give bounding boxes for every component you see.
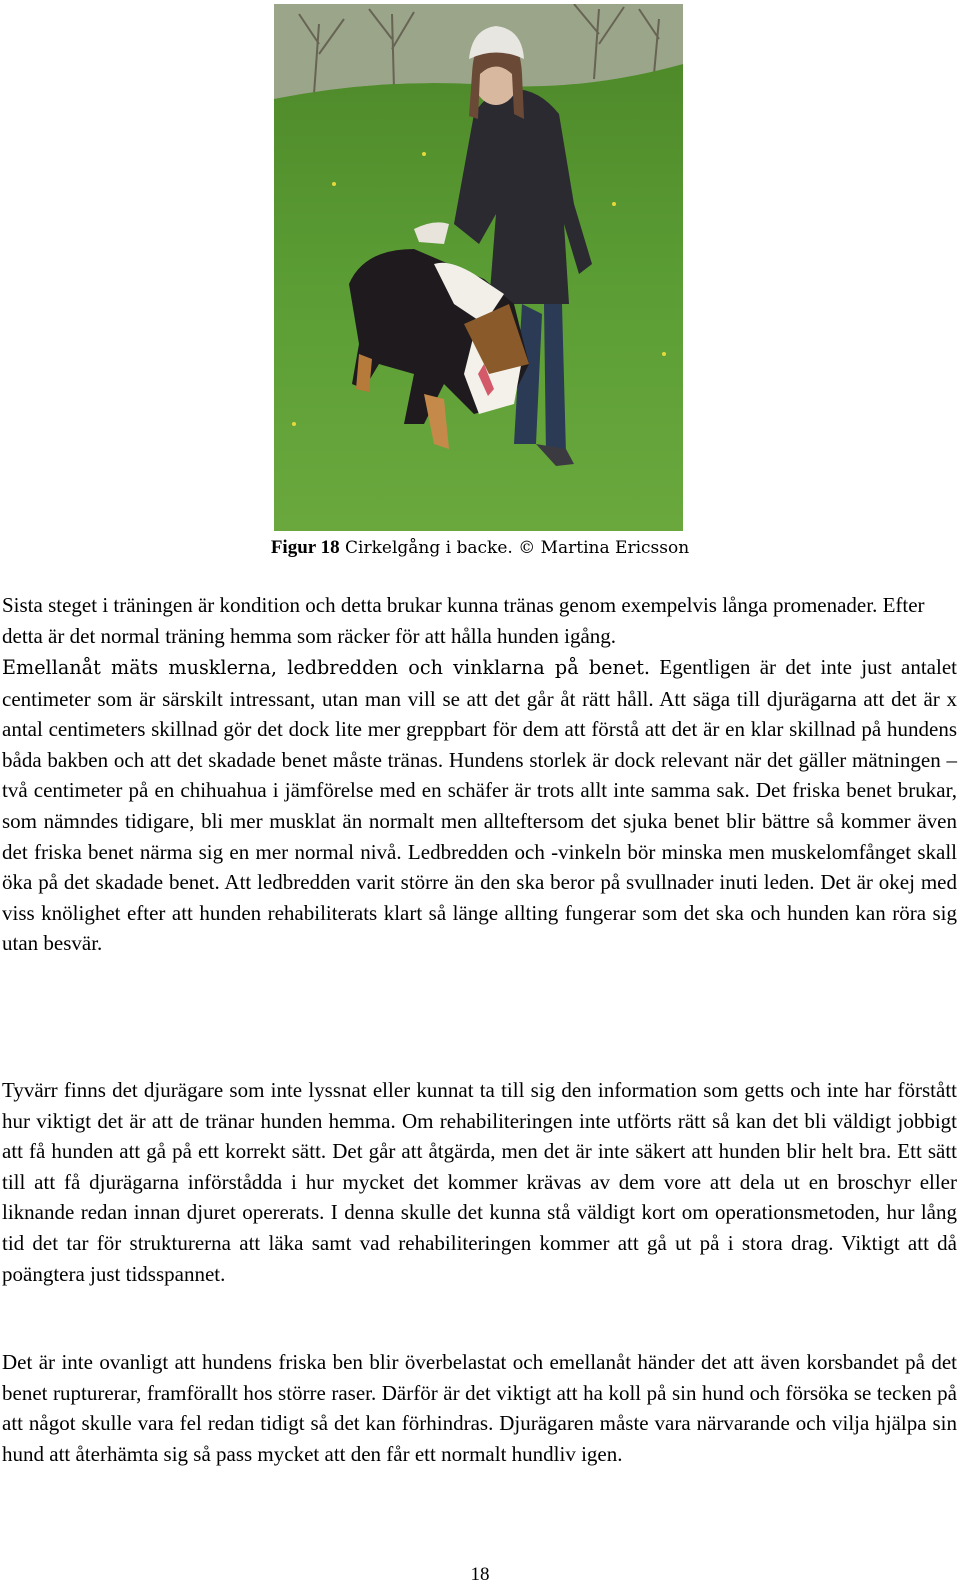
paragraph-3: Tyvärr finns det djurägare som inte lyssnat eller kunnat ta till sig den information som getts och inte har förstått hur viktigt det är att de tränar hunden hemma. Om rehabiliteringen inte utförts rätt så kan det bli väldigt jobbigt att få hunden att gå på ett korrekt sätt. Det går att åtgärda, men det är inte säkert att hunden blir helt bra. Ett sätt till att få djurägarna införstådda i hur mycket det kommer krävas av dem vore att dela ut en broschyr eller liknande redan innan djuret opererats. I denna skulle det kunna stå väldigt kort om operationsmetoden, hur lång tid det tar för strukturerna att läka samt vad rehabiliteringen kommer att gå ut på i stora drag. Viktigt att då poängtera just tidsspannet.: [2, 1078, 957, 1286]
paragraph-2: [2, 652, 957, 959]
figure-caption-text: Cirkelgång i backe. © Martina Ericsson: [339, 538, 690, 558]
paragraph-1: Sista steget i träningen är kondition och detta brukar kunna tränas genom exempelvis långa promenader. Efter detta är det normal träning hemma som räcker för att hålla hunden igång.: [2, 593, 925, 648]
paragraph-2-intro: Emellanåt mäts musklerna, ledbredden och vinklarna på benet.: [2, 656, 651, 679]
figure-caption: [0, 536, 960, 560]
paragraph-4: Det är inte ovanligt att hundens friska ben blir överbelastat och emellanåt händer det att även korsbandet på det benet rupturerar, framförallt hos större raser. Därför är det viktigt att ha koll på sin hund och försöka se tecken på att något skulle vara fel redan tidigt så det kan förhindras. Djurägaren måste vara närvarande och vilja hjälpa sin hund att återhämta sig så pass mycket att den får ett normalt hundliv igen.: [2, 1350, 957, 1466]
paragraph-2-body: Egentligen är det inte just antalet centimeter som är särskilt intressant, utan man vill se att det går åt rätt håll. Att säga till djurägarna att det är x antal centimeters skillnad gör det dock lite mer greppbart för dem att förstå att det är en klar skillnad på hundens båda bakben och att det skadade benet måste tränas. Hundens storlek är dock relevant när det gäller mätningen – två centimeter på en chihuahua i jämförelse med en schäfer är trots allt inte samma sak. Det friska benet brukar, som nämndes tidigare, bli mer musklat än normalt men allteftersom det sjuka benet blir bättre så kommer även det friska benet närma sig en mer normal nivå. Ledbredden och -vinkeln bör minska men muskelomfånget skall öka på det skadade benet. Att ledbredden varit större än den ska beror på svullnader inuti leden. Det är okej med viss knölighet efter att hunden rehabiliterats klart så länge allting fungerar som det ska och hunden kan röra sig utan besvär.: [2, 655, 957, 956]
figure-photo: [274, 4, 683, 531]
figure-label: Figur 18: [270, 537, 340, 558]
page-number: 18: [470, 1564, 490, 1585]
